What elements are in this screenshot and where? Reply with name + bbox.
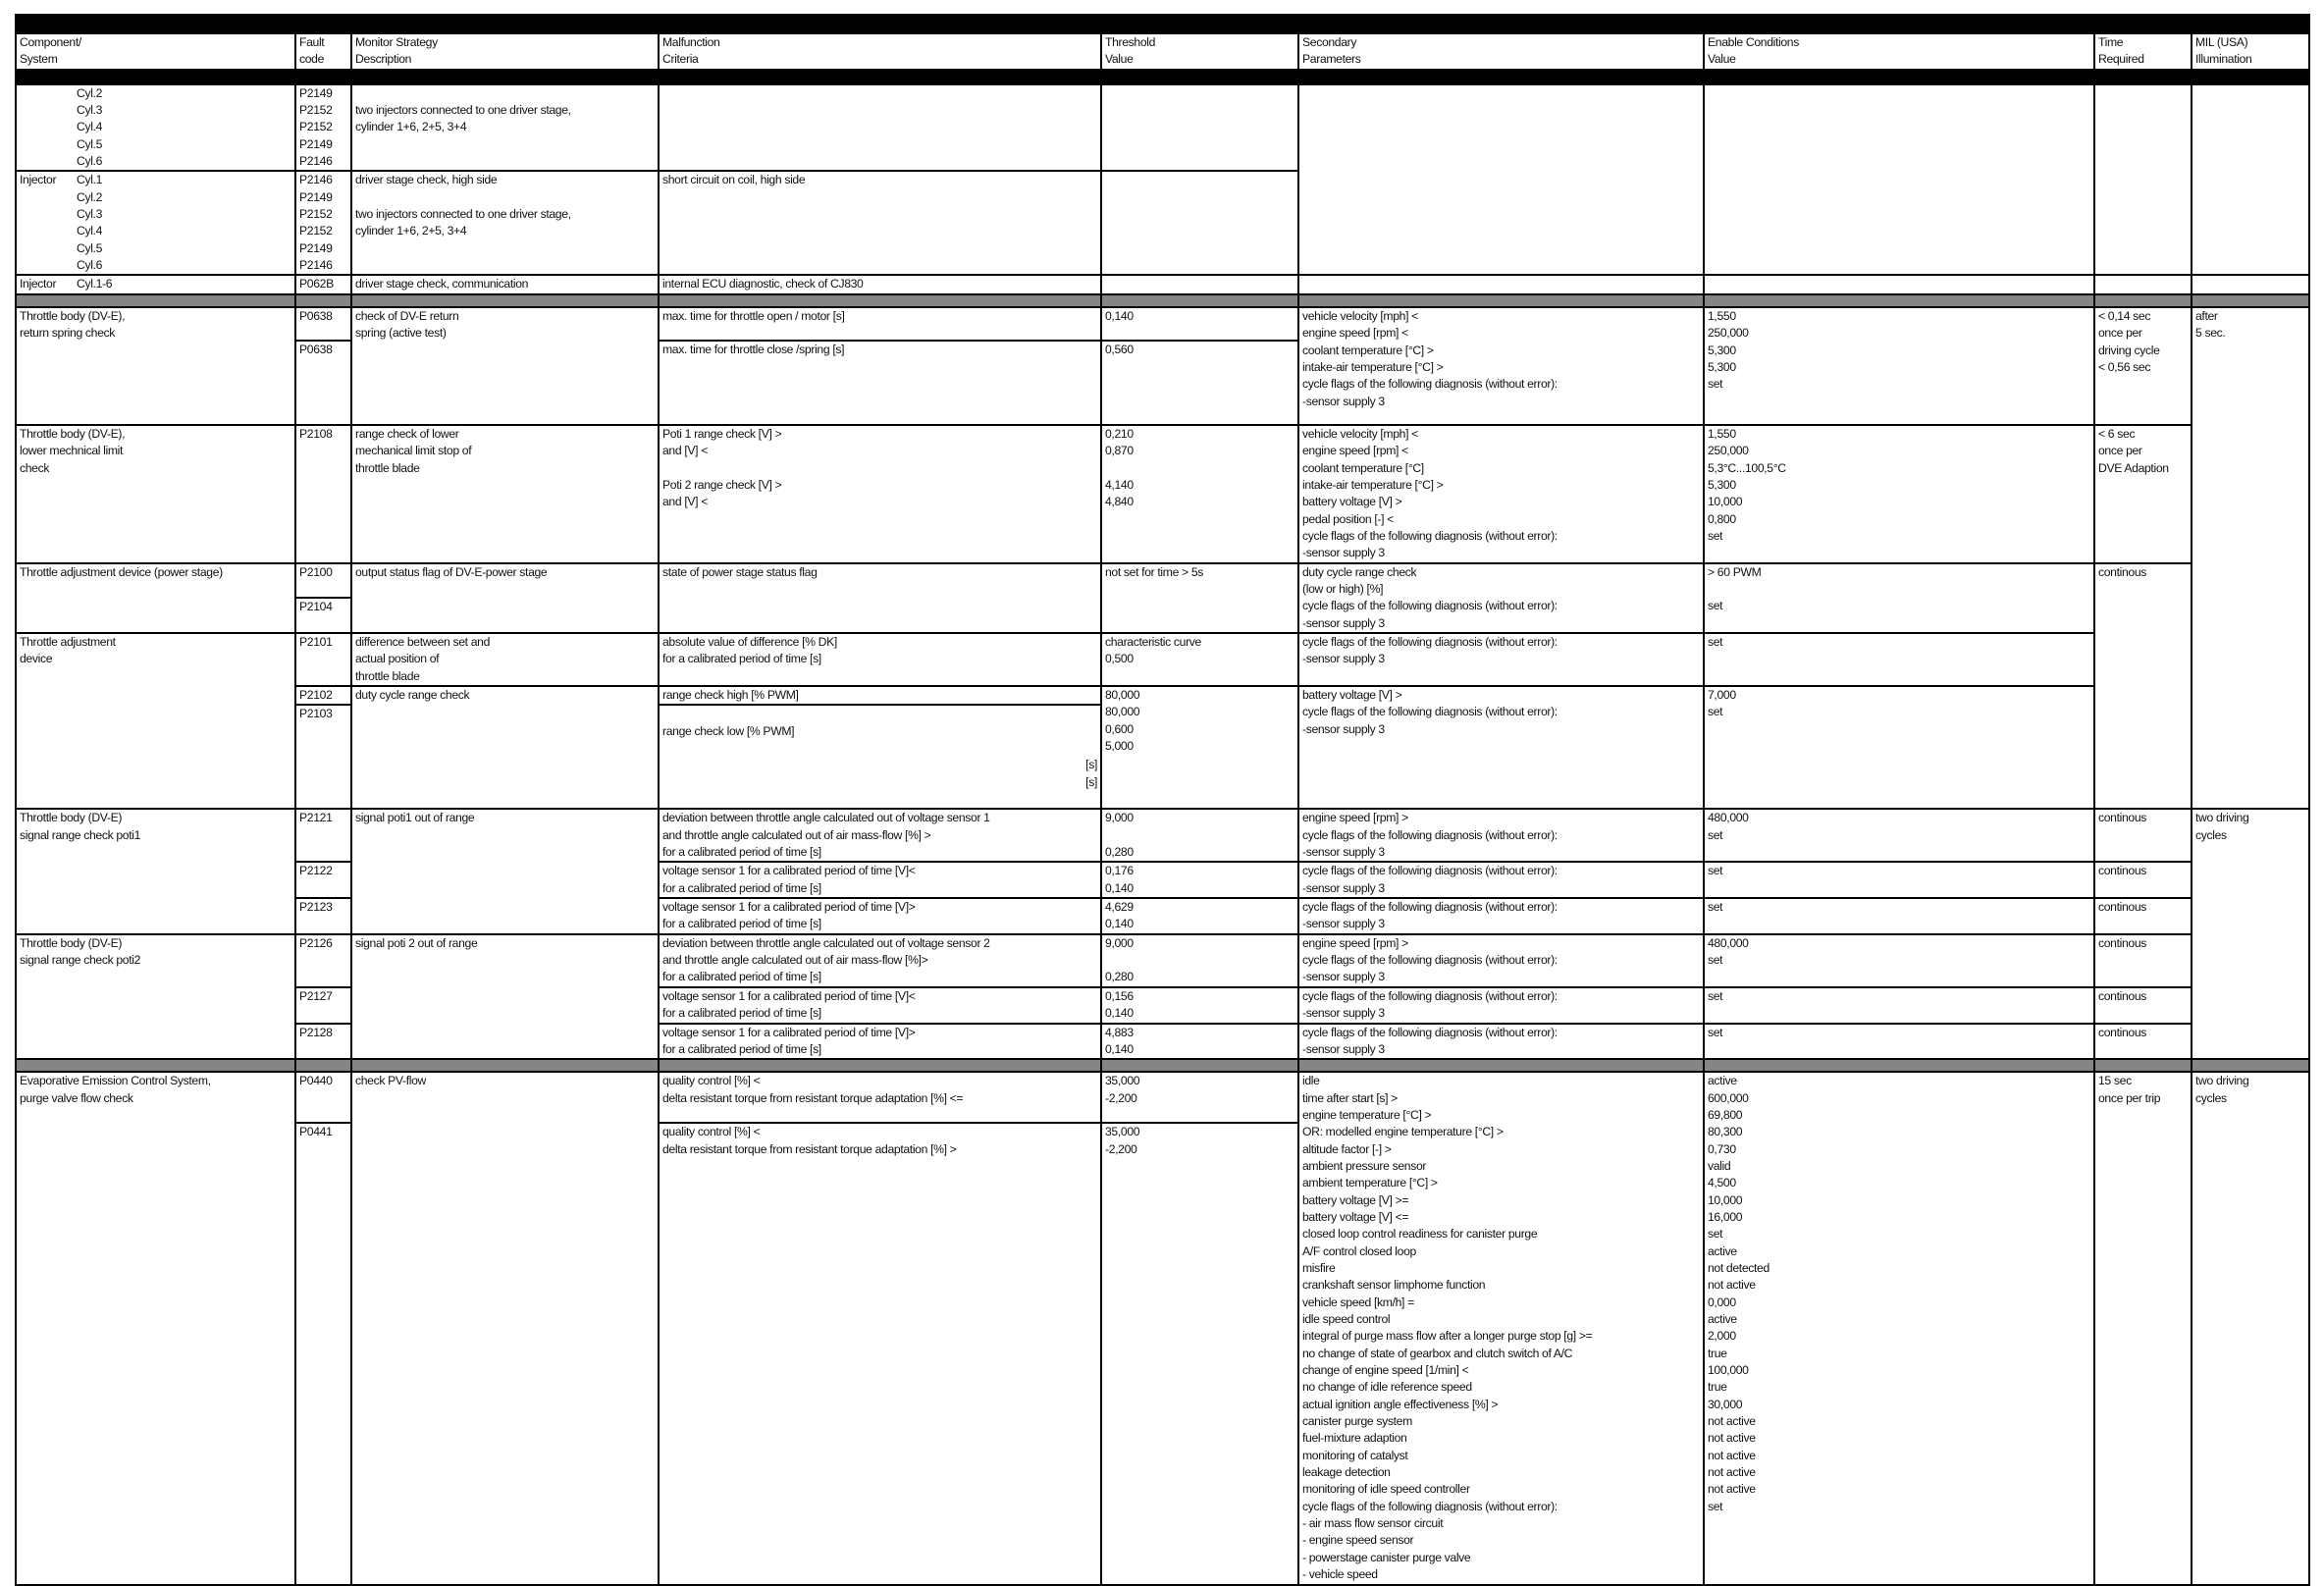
cylinder-list: Cyl.1-6 xyxy=(77,277,113,291)
table-row xyxy=(16,686,2309,705)
fault-code-cell: P2146 P2149 P2152 P2152 P2149 P2146 xyxy=(295,171,351,275)
enable-cell: set xyxy=(1704,862,2094,898)
time-cell: < 6 sec once per DVE Adaption xyxy=(2094,425,2192,563)
secondary-cell: cycle flags of the following diagnosis (without error): -sensor supply 3 xyxy=(1298,633,1704,686)
fault-code-cell: P2128 xyxy=(295,1024,351,1060)
malfunction-cell: voltage sensor 1 for a calibrated period of time [V]> for a calibrated period of time [s] xyxy=(659,1024,1101,1060)
threshold-cell: 0,560 xyxy=(1101,341,1298,425)
threshold-cell: 4,883 0,140 xyxy=(1101,1024,1298,1060)
malfunction-cell: voltage sensor 1 for a calibrated period of time [V]> for a calibrated period of time [s] xyxy=(659,898,1101,934)
threshold-cell: 4,629 0,140 xyxy=(1101,898,1298,934)
col-header-mil: MIL (USA) Illumination xyxy=(2192,33,2309,70)
monitor-cell: output status flag of DV-E-power stage xyxy=(351,563,659,633)
fault-code-cell: P2149 P2152 P2152 P2149 P2146 xyxy=(295,84,351,172)
component-cell: Throttle body (DV-E), lower mechnical limit check xyxy=(16,425,295,563)
section-separator xyxy=(16,1059,2309,1072)
enable-cell xyxy=(1704,84,2094,276)
secondary-cell: engine speed [rpm] > cycle flags of the following diagnosis (without error): -sensor supply 3 xyxy=(1298,934,1704,987)
component-cell: Throttle body (DV-E) signal range check poti2 xyxy=(16,934,295,1059)
enable-cell: set xyxy=(1704,633,2094,686)
enable-cell: 7,000 set xyxy=(1704,686,2094,809)
mil-cell xyxy=(2192,275,2309,293)
table-row xyxy=(16,425,2309,563)
fault-code-cell: P0638 xyxy=(295,307,351,341)
malfunction-cell: max. time for throttle open / motor [s] xyxy=(659,307,1101,341)
malfunction-cell: internal ECU diagnostic, check of CJ830 xyxy=(659,275,1101,293)
threshold-cell: 35,000 -2,200 xyxy=(1101,1123,1298,1584)
monitor-cell: signal poti 2 out of range xyxy=(351,934,659,1059)
monitor-cell: driver stage check, high side two injectors connected to one driver stage, cylinder 1+6, 2+5, 3+4 xyxy=(351,171,659,275)
enable-cell: set xyxy=(1704,987,2094,1024)
header-bottom-bar xyxy=(16,70,2309,84)
fault-code-cell: P2108 xyxy=(295,425,351,563)
malfunction-cell: quality control [%] < delta resistant torque from resistant torque adaptation [%] > xyxy=(659,1123,1101,1584)
col-header-time: Time Required xyxy=(2094,33,2192,70)
threshold-cell: 0,210 0,870 4,140 4,840 xyxy=(1101,425,1298,563)
enable-cell: 1,550 250,000 5,3°C...100,5°C 5,300 10,000 0,800 set xyxy=(1704,425,2094,563)
col-header-fault-code: Fault code xyxy=(295,33,351,70)
component-cell xyxy=(16,171,295,275)
component-label: Injector xyxy=(20,173,57,187)
secondary-cell: cycle flags of the following diagnosis (without error): -sensor supply 3 xyxy=(1298,987,1704,1024)
secondary-cell: cycle flags of the following diagnosis (without error): -sensor supply 3 xyxy=(1298,862,1704,898)
time-cell: continous xyxy=(2094,987,2192,1024)
enable-cell: set xyxy=(1704,1024,2094,1060)
col-header-malfunction: Malfunction Criteria xyxy=(659,33,1101,70)
threshold-cell: 0,176 0,140 xyxy=(1101,862,1298,898)
threshold-cell: 0,156 0,140 xyxy=(1101,987,1298,1024)
component-cell: Evaporative Emission Control System, purge valve flow check xyxy=(16,1072,295,1584)
monitor-cell: check PV-flow xyxy=(351,1072,659,1584)
fault-code-cell: P0638 xyxy=(295,341,351,425)
col-header-component: Component/ System xyxy=(16,33,295,70)
malfunction-cell: voltage sensor 1 for a calibrated period of time [V]< for a calibrated period of time [s] xyxy=(659,987,1101,1024)
fault-code-cell: P062B xyxy=(295,275,351,293)
table-row xyxy=(16,934,2309,987)
fault-code-cell: P2126 xyxy=(295,934,351,987)
table-row xyxy=(16,307,2309,341)
malfunction-cell xyxy=(659,84,1101,172)
table-row xyxy=(16,809,2309,862)
fault-code-cell: P2121 xyxy=(295,809,351,862)
secondary-cell: vehicle velocity [mph] < engine speed [rpm] < coolant temperature [°C] intake-air temperature [°C] > battery voltage [V] > pedal position [-] < cycle flags of the following diagnosis (without error): -sensor supply 3 xyxy=(1298,425,1704,563)
component-cell xyxy=(16,84,295,172)
component-cell: Throttle body (DV-E), return spring check xyxy=(16,307,295,425)
time-cell xyxy=(2094,275,2192,293)
table-row xyxy=(16,1072,2309,1123)
threshold-cell: 0,140 xyxy=(1101,307,1298,341)
time-cell: continous xyxy=(2094,1024,2192,1060)
malfunction-cell: state of power stage status flag xyxy=(659,563,1101,633)
threshold-cell: 35,000 -2,200 xyxy=(1101,1072,1298,1123)
component-label: Injector xyxy=(20,277,57,291)
malfunction-cell: deviation between throttle angle calculated out of voltage sensor 2 and throttle angle calculated out of air mass-flow [%]> for a calibrated period of time [s] xyxy=(659,934,1101,987)
fault-code-cell: P2101 xyxy=(295,633,351,686)
component-cell: Throttle body (DV-E) signal range check poti1 xyxy=(16,809,295,933)
malfunction-cell: quality control [%] < delta resistant torque from resistant torque adaptation [%] <= xyxy=(659,1072,1101,1123)
enable-cell: set xyxy=(1704,898,2094,934)
monitor-cell: check of DV-E return spring (active test) xyxy=(351,307,659,425)
enable-cell: > 60 PWM set xyxy=(1704,563,2094,633)
time-cell: continous xyxy=(2094,862,2192,898)
enable-cell xyxy=(1704,275,2094,293)
component-cell xyxy=(16,275,295,293)
secondary-cell: engine speed [rpm] > cycle flags of the following diagnosis (without error): -sensor supply 3 xyxy=(1298,809,1704,862)
enable-cell: 480,000 set xyxy=(1704,809,2094,862)
malfunction-cell: Poti 1 range check [V] > and [V] < Poti 2 range check [V] > and [V] < xyxy=(659,425,1101,563)
section-separator xyxy=(16,294,2309,307)
time-cell: continous xyxy=(2094,934,2192,987)
col-header-threshold: Threshold Value xyxy=(1101,33,1298,70)
malfunction-units: [s] [s] xyxy=(1085,758,1097,789)
monitor-cell: driver stage check, communication xyxy=(351,275,659,293)
threshold-cell: 9,000 0,280 xyxy=(1101,934,1298,987)
time-cell: continous xyxy=(2094,898,2192,934)
obd-monitor-table xyxy=(15,14,2310,1586)
time-cell xyxy=(2094,84,2192,276)
malfunction-cell: range check high [% PWM] xyxy=(659,686,1101,705)
time-cell: continous xyxy=(2094,809,2192,862)
time-cell: < 0,14 sec once per driving cycle < 0,56 sec xyxy=(2094,307,2192,425)
malfunction-cell: deviation between throttle angle calculated out of voltage sensor 1 and throttle angle calculated out of air mass-flow [%] > for a calibrated period of time [s] xyxy=(659,809,1101,862)
malfunction-cell: short circuit on coil, high side xyxy=(659,171,1101,275)
fault-code-cell: P2102 xyxy=(295,686,351,705)
monitor-cell: range check of lower mechanical limit stop of throttle blade xyxy=(351,425,659,563)
col-header-secondary: Secondary Parameters xyxy=(1298,33,1704,70)
cylinder-list: Cyl.2 Cyl.3 Cyl.4 Cyl.5 Cyl.6 xyxy=(77,85,103,169)
malfunction-cell xyxy=(659,705,1101,809)
enable-cell: active 600,000 69,800 80,300 0,730 valid 4,500 10,000 16,000 set active not detected not active 0,000 active 2,000 true 100,000 true 30,000 not active not active not active not active not active set xyxy=(1704,1072,2094,1584)
header-top-bar xyxy=(16,15,2309,33)
secondary-cell: cycle flags of the following diagnosis (without error): -sensor supply 3 xyxy=(1298,1024,1704,1060)
fault-code-cell: P2122 xyxy=(295,862,351,898)
fault-code-cell: P2127 xyxy=(295,987,351,1024)
secondary-cell xyxy=(1298,84,1704,276)
secondary-cell xyxy=(1298,275,1704,293)
enable-cell: 1,550 250,000 5,300 5,300 set xyxy=(1704,307,2094,425)
enable-cell: 480,000 set xyxy=(1704,934,2094,987)
fault-code-cell: P2103 xyxy=(295,705,351,809)
mil-cell: after 5 sec. xyxy=(2192,307,2309,810)
col-header-monitor: Monitor Strategy Description xyxy=(351,33,659,70)
table-row xyxy=(16,563,2309,599)
monitor-cell: difference between set and actual position of throttle blade xyxy=(351,633,659,686)
fault-code-cell: P2123 xyxy=(295,898,351,934)
secondary-cell: idle time after start [s] > engine temperature [°C] > OR: modelled engine temperature [°C] > altitude factor [-] > ambient pressure sensor ambient temperature [°C] > battery voltage [V] >= battery voltage [V] <= closed loop control readiness for canister purge A/F control closed loop misfire crankshaft sensor limphome function vehicle speed [km/h] = idle speed control integral of purge mass flow after a longer purge stop [g] >= no change of state of gearbox and clutch switch of A/C change of engine speed [1/min] < no change of idle reference speed actual ignition angle effectiveness [%] > canister purge system fuel-mixture adaption monitoring of catalyst leakage detection monitoring of idle speed controller cycle flags of the following diagnosis (without error): - air mass flow sensor circuit - engine speed sensor - powerstage canister purge valve - vehicle speed xyxy=(1298,1072,1704,1584)
threshold-cell xyxy=(1101,84,1298,172)
mil-cell xyxy=(2192,84,2309,276)
table-row xyxy=(16,275,2309,293)
time-cell: 15 sec once per trip xyxy=(2094,1072,2192,1584)
component-cell: Throttle adjustment device (power stage) xyxy=(16,563,295,633)
mil-cell: two driving cycles xyxy=(2192,1072,2309,1584)
table-row xyxy=(16,84,2309,172)
threshold-cell xyxy=(1101,275,1298,293)
monitor-cell: duty cycle range check xyxy=(351,686,659,809)
monitor-cell: signal poti1 out of range xyxy=(351,809,659,933)
malfunction-text: range check low [% PWM] xyxy=(662,723,795,738)
fault-code-cell: P2104 xyxy=(295,598,351,633)
threshold-cell xyxy=(1101,171,1298,275)
secondary-cell: vehicle velocity [mph] < engine speed [rpm] < coolant temperature [°C] > intake-air temperature [°C] > cycle flags of the following diagnosis (without error): -sensor supply 3 xyxy=(1298,307,1704,425)
monitor-cell: two injectors connected to one driver stage, cylinder 1+6, 2+5, 3+4 xyxy=(351,84,659,172)
malfunction-cell: max. time for throttle close /spring [s] xyxy=(659,341,1101,425)
mil-cell: two driving cycles xyxy=(2192,809,2309,1059)
secondary-cell: cycle flags of the following diagnosis (without error): -sensor supply 3 xyxy=(1298,898,1704,934)
malfunction-cell: voltage sensor 1 for a calibrated period of time [V]< for a calibrated period of time [s] xyxy=(659,862,1101,898)
time-cell: continous xyxy=(2094,563,2192,810)
header-row xyxy=(16,33,2309,70)
secondary-cell: battery voltage [V] > cycle flags of the following diagnosis (without error): -sensor supply 3 xyxy=(1298,686,1704,809)
fault-code-cell: P0440 xyxy=(295,1072,351,1123)
threshold-cell: 80,000 80,000 0,600 5,000 xyxy=(1101,686,1298,809)
malfunction-cell: absolute value of difference [% DK] for a calibrated period of time [s] xyxy=(659,633,1101,686)
threshold-cell: 9,000 0,280 xyxy=(1101,809,1298,862)
cylinder-list: Cyl.1 Cyl.2 Cyl.3 Cyl.4 Cyl.5 Cyl.6 xyxy=(77,173,103,273)
fault-code-cell: P2100 xyxy=(295,563,351,599)
col-header-enable: Enable Conditions Value xyxy=(1704,33,2094,70)
threshold-cell: characteristic curve 0,500 xyxy=(1101,633,1298,686)
threshold-cell: not set for time > 5s xyxy=(1101,563,1298,633)
secondary-cell: duty cycle range check (low or high) [%] cycle flags of the following diagnosis (without error): -sensor supply 3 xyxy=(1298,563,1704,633)
table-row xyxy=(16,633,2309,686)
component-cell: Throttle adjustment device xyxy=(16,633,295,809)
fault-code-cell: P0441 xyxy=(295,1123,351,1584)
